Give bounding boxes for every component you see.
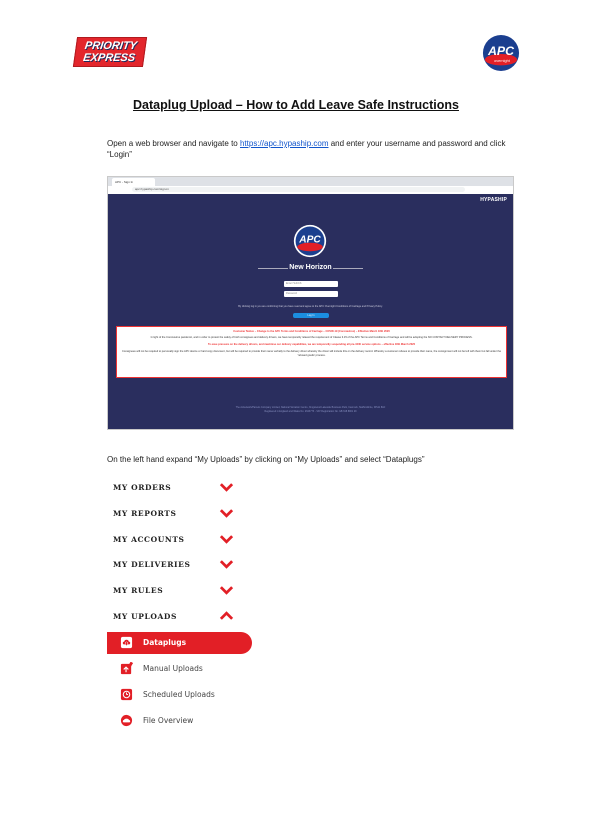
cloud-upload-icon	[120, 636, 133, 649]
step-2-text: On the left hand expand “My Uploads” by clicking on “My Uploads” and select “Dataplugs”	[107, 455, 425, 464]
hypaship-brand: HYPASHIP	[480, 197, 507, 203]
priority-express-logo	[73, 37, 147, 67]
apc-logo	[482, 34, 520, 72]
site-footer	[108, 406, 513, 414]
menu-label: MY ACCOUNTS	[113, 535, 185, 544]
chevron-down-icon	[219, 559, 234, 569]
submenu-label: Dataplugs	[143, 638, 187, 647]
browser-tab[interactable]: APC - Sign In	[112, 178, 155, 186]
browser-screenshot	[107, 176, 514, 430]
hypaship-link[interactable]: https://apc.hypaship.com	[239, 139, 329, 148]
submenu-label: Scheduled Uploads	[143, 690, 215, 699]
chevron-down-icon	[219, 482, 234, 492]
customer-notice	[116, 326, 507, 378]
url-field[interactable]: apc.hypaship.com/sign-in	[132, 187, 465, 192]
logo-line-1: PRIORITY	[84, 40, 138, 52]
submenu-dataplugs[interactable]	[107, 632, 252, 654]
step-1-after: and enter your username and password and click “Login”	[107, 139, 506, 159]
clock-upload-icon	[120, 688, 133, 701]
submenu-label: File Overview	[143, 716, 194, 725]
menu-my-accounts[interactable]	[113, 532, 238, 550]
site-apc-logo-text: APC	[299, 234, 321, 246]
menu-label: MY ORDERS	[113, 483, 172, 492]
menu-my-deliveries[interactable]	[113, 557, 238, 575]
password-input[interactable]: Password	[284, 291, 338, 297]
chevron-down-icon	[219, 585, 234, 595]
chevron-up-icon	[219, 611, 234, 621]
menu-my-rules[interactable]	[113, 583, 238, 601]
login-button[interactable]: Log In	[293, 313, 329, 318]
footer-line-1: The Adnetwork/Parcels Company Limited, National Sortation Centre, Kingswood Lakeside Business Park, Cannock, Staffordshire, WS11 8LD	[235, 406, 386, 409]
submenu-scheduled-uploads[interactable]	[107, 684, 252, 706]
step-1-before: Open a web browser and navigate to	[107, 139, 240, 148]
menu-label: MY RULES	[113, 586, 164, 595]
username-input[interactable]: Enter Hub/CS	[284, 281, 338, 287]
menu-label: MY DELIVERIES	[113, 560, 191, 569]
apc-logo-text: APC	[487, 43, 515, 58]
submenu-manual-uploads[interactable]	[107, 658, 252, 680]
submenu-label: Manual Uploads	[143, 664, 203, 673]
new-horizon-heading: New Horizon	[289, 264, 332, 271]
footer-line-2: Registered in England and Wales No. 2623773 - VAT Registration No. GB 618 8901 29	[264, 410, 357, 413]
file-overview-icon	[120, 714, 133, 727]
notice-title: Customer Notice – Change to the APC Terms and Conditions of Carriage – COVID-19 (Coronavirus) – Effective March 18th 2020	[233, 330, 390, 333]
document-title: Dataplug Upload – How to Add Leave Safe Instructions	[133, 98, 459, 112]
menu-my-uploads[interactable]	[113, 609, 238, 627]
site-apc-logo	[293, 224, 327, 258]
chevron-down-icon	[219, 534, 234, 544]
notice-warning: To ease pressure on the delivery drivers, and maximise our delivery capabilities, we are temporarily suspending all pre-1030 service options – effective 18th March 2020	[207, 343, 416, 346]
menu-label: MY REPORTS	[113, 509, 177, 518]
menu-my-reports[interactable]	[113, 506, 238, 524]
upload-edit-icon	[120, 662, 133, 675]
logo-line-2: EXPRESS	[82, 52, 136, 64]
step-1-text	[107, 138, 512, 160]
menu-label: MY UPLOADS	[113, 612, 177, 621]
menu-my-orders[interactable]	[113, 480, 238, 498]
submenu-file-overview[interactable]	[107, 710, 252, 732]
browser-tab-bar	[108, 177, 513, 186]
apc-logo-sub: overnight	[494, 59, 510, 64]
chevron-down-icon	[219, 508, 234, 518]
notice-body-1: In light of the Coronavirus pandemic, and in order to protect the safety of both consignees and delivery drivers, we have temporarily relaxed the requirement of Clause 3.15 of the APC Terms and Conditions of Carriage and will be adopting the NO CONTACT DELIVERY PROCESS.	[150, 336, 473, 339]
notice-body-2: Consignees will not be required to personally sign the APC device or hard copy document, but will be required to provide their name verbally to the delivery driver whereby the driver will include this on the delivery record. Whereby a customer refuses to provide their name, the consignment will not be left with them but fall under the 'refused goods' process.	[121, 350, 502, 357]
hypaship-login-page	[108, 194, 513, 429]
terms-text: By clicking log in you are confirming that you have read and agree to the APC Overnight Conditions of Carriage and Privacy Policy.	[238, 305, 383, 308]
